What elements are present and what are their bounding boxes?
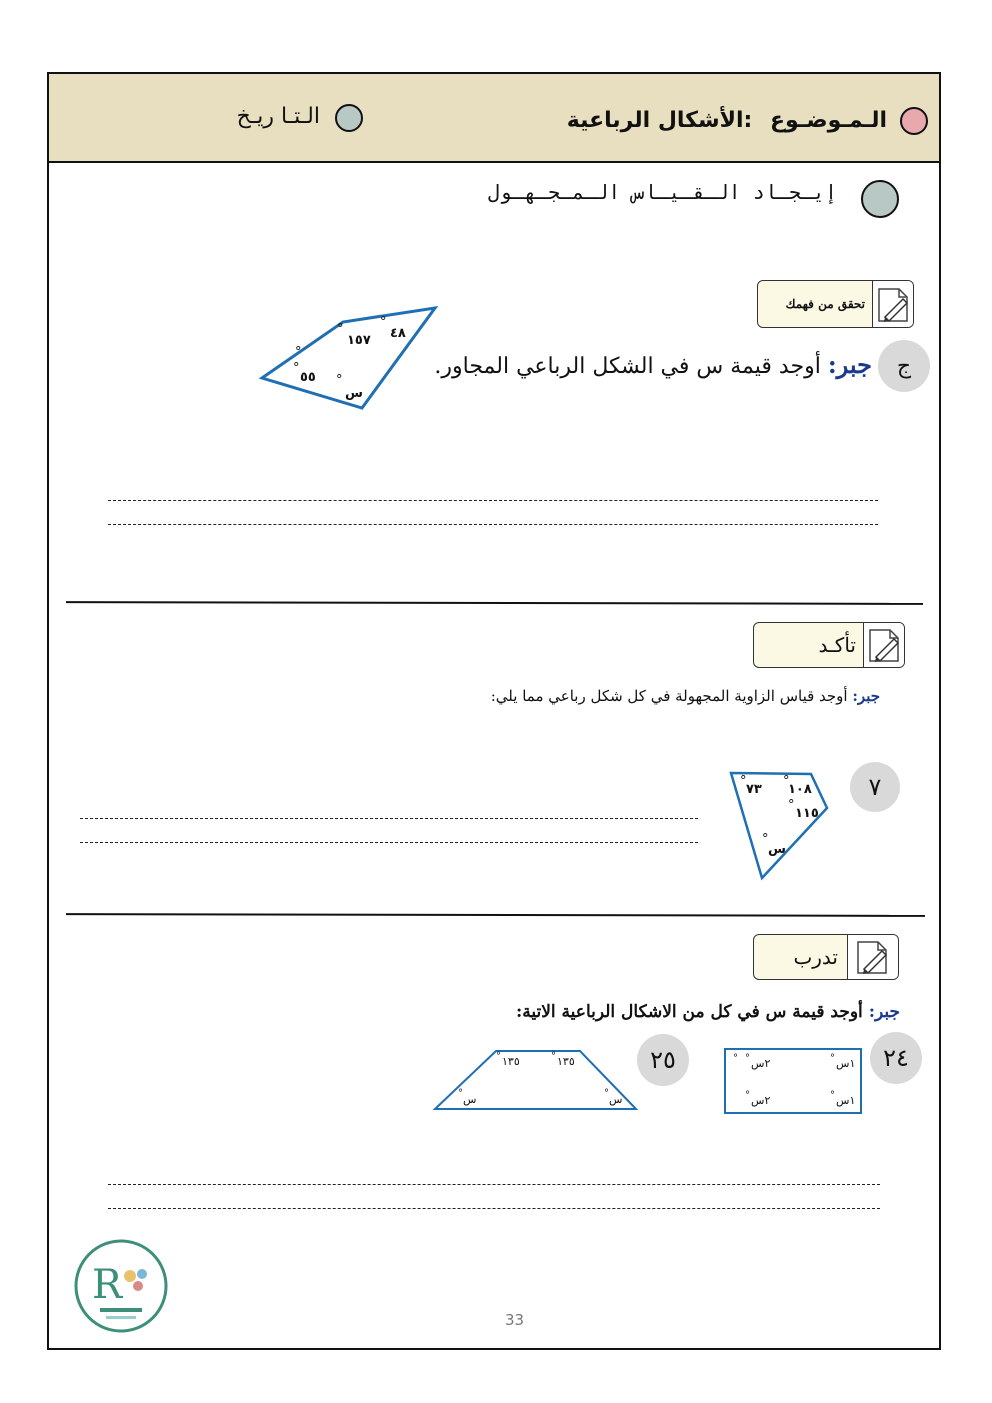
practice-question: جبر: أوجد قيمة س في كل من الاشكال الرباعية الاتية: <box>515 1002 900 1022</box>
degree-mark: ° <box>762 832 769 847</box>
practice-tag <box>753 934 899 980</box>
svg-text:R: R <box>92 1262 123 1308</box>
angle-label: س <box>463 1093 477 1106</box>
logo-icon <box>72 1238 170 1334</box>
date-label: الـتـا ريـخ <box>236 104 320 129</box>
angle-label: س <box>345 386 363 401</box>
practice-label: تدرب <box>793 945 838 969</box>
check-question: جبر: أوجد قيمة س في الشكل الرباعي المجاور. <box>434 350 872 379</box>
degree-mark: ° <box>745 1090 750 1101</box>
angle-label: ١٣٥ <box>557 1055 575 1068</box>
degree-mark: ° <box>740 774 747 789</box>
degree-mark: ° <box>337 322 344 337</box>
degree-mark: ° <box>458 1088 463 1099</box>
degree-mark: ° <box>830 1053 835 1064</box>
degree-mark: ° <box>604 1088 609 1099</box>
angle-label: ٢س <box>751 1057 771 1070</box>
answer-line <box>108 524 878 525</box>
pencil-note-icon <box>847 935 898 979</box>
page-frame <box>47 72 941 1350</box>
angle-label: ١٠٨ <box>788 782 812 797</box>
answer-line <box>80 842 698 843</box>
angle-label: ٢س <box>751 1094 771 1107</box>
topic-label: الـمـوضـوع :الأشكال الرباعية <box>566 108 887 133</box>
item-number-badge: ٢٥ <box>637 1034 689 1086</box>
degree-mark: ° <box>295 345 302 360</box>
degree-mark: ° <box>830 1090 835 1101</box>
angle-label: ٧٣ <box>746 782 762 797</box>
confirm-label: تأكـد <box>818 633 856 657</box>
item-letter-badge: ج <box>878 340 930 392</box>
item-number-badge: ٢٤ <box>870 1032 922 1084</box>
header-bar <box>49 74 939 163</box>
angle-label: ٤٨ <box>390 326 406 341</box>
answer-line <box>108 1184 880 1185</box>
topic-dot-icon <box>900 107 928 135</box>
pencil-note-icon <box>863 623 904 667</box>
angle-label: س <box>609 1093 623 1106</box>
item-number-badge: ٧ <box>850 762 900 812</box>
section-title: إيـجـاد الـقـيـاس الـمـجـهـول <box>487 180 837 204</box>
page-number: 33 <box>505 1311 525 1329</box>
angle-label: ٥٥ <box>300 370 316 385</box>
degree-mark: ° <box>293 361 300 376</box>
check-understanding-label: تحقق من فهمك <box>785 297 865 311</box>
date-dot-icon <box>335 104 363 132</box>
check-understanding-tag <box>757 280 914 328</box>
section-dot-icon <box>861 180 899 218</box>
degree-mark: ° <box>745 1053 750 1064</box>
degree-mark: ° <box>336 373 343 388</box>
degree-mark: ° <box>496 1051 501 1062</box>
angle-label: ١٣٥ <box>502 1055 520 1068</box>
confirm-tag <box>753 622 905 668</box>
angle-label: س <box>768 842 786 857</box>
answer-line <box>108 1208 880 1209</box>
pencil-note-icon <box>872 281 913 327</box>
degree-mark: ° <box>380 315 387 330</box>
confirm-question: جبر: أوجد قياس الزاوية المجهولة في كل شكل رباعي مما يلي: <box>490 687 880 705</box>
angle-label: ١٥٧ <box>347 333 371 348</box>
degree-mark: ° <box>551 1051 556 1062</box>
angle-label: ١س <box>836 1094 856 1107</box>
answer-line <box>80 818 698 819</box>
degree-mark: ° <box>788 798 795 813</box>
degree-mark: ° <box>783 774 790 789</box>
degree-mark: ° <box>733 1053 738 1064</box>
angle-label: ١س <box>836 1057 856 1070</box>
answer-line <box>108 500 878 501</box>
angle-label: ١١٥ <box>795 806 819 821</box>
